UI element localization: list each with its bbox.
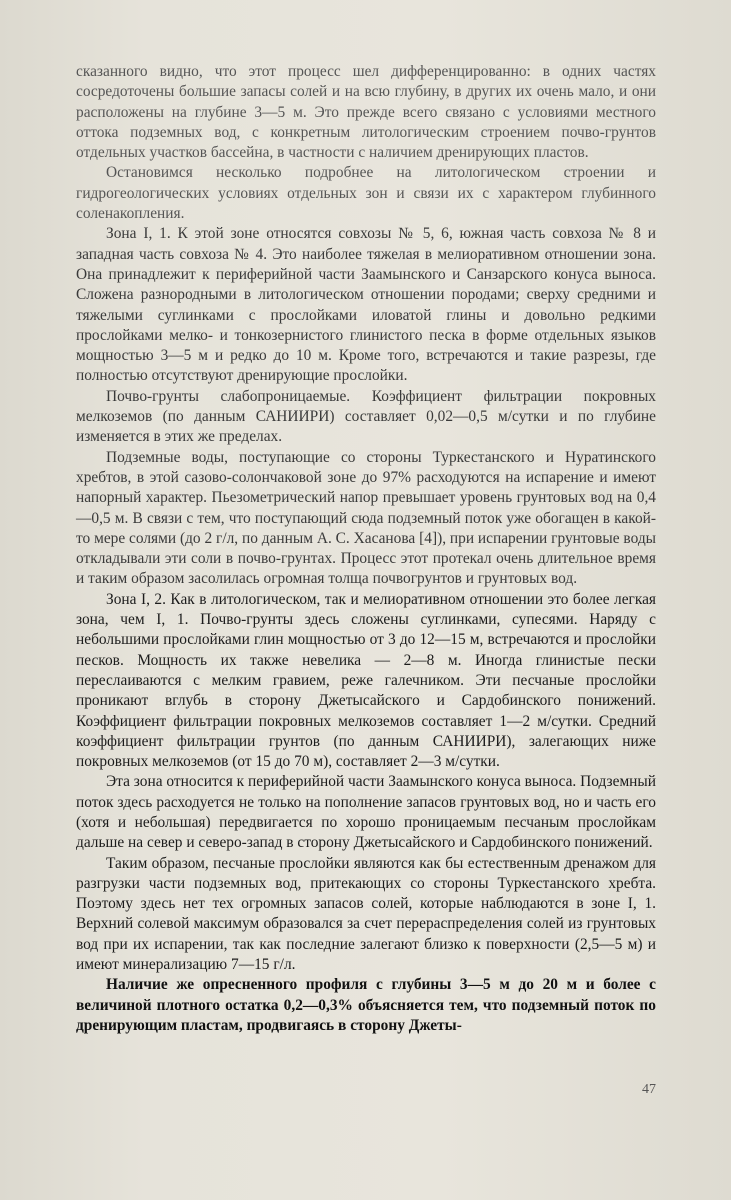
paragraph-4: Почво-грунты слабопроницаемые. Коэффициент фильтрации покровных мелкоземов (по данным САНИИРИ) составляет 0,02—0,5 м/сутки и по глубине изменяется в этих же пределах. — [76, 387, 656, 446]
paragraph-8: Таким образом, песчаные прослойки являются как бы естественным дренажом для разгрузки части подземных вод, притекающих со стороны Туркестанского хребта. Поэтому здесь нет тех огромных запасов солей, которые наблюдаются в зоне I, 1. Верхний солевой максимум образовался за счет перераспределения солей из грунтовых вод при их испарении, так как последние залегают близко к поверхности (2,5—5 м) и имеют минерализацию 7—15 г/л. — [76, 854, 656, 974]
paragraph-zone-1-2: Зона I, 2. Как в литологическом, так и мелиоративном отношении это более легкая зона, чем I, 1. Почво-грунты здесь сложены суглинками, супесями. Наряду с небольшими прослойками глин мощностью от 3 до 12—15 м, встречаются и прослойки песков. Мощность их также невелика — 2—8 м. Иногда глинистые пески переслаиваются с мелким гравием, реже галечником. Эти песчаные прослойки проникают вглубь в сторону Джетысайского и Сардобинского понижений. Коэффициент фильтрации покровных мелкоземов составляет 1—2 м/сутки. Средний коэффициент фильтрации грунтов (по данным САНИИРИ), залегающих ниже покровных мелкоземов (от 15 до 70 м), составляет 2—3 м/сутки. — [76, 590, 656, 771]
paragraph-5: Подземные воды, поступающие со стороны Туркестанского и Нуратинского хребтов, в этой сазово-солончаковой зоне до 97% расходуются на испарение и имеют напорный характер. Пьезометрический напор превышает уровень грунтовых вод на 0,4—0,5 м. В связи с тем, что поступающий сюда подземный поток уже обогащен в какой-то мере солями (до 2 г/л, по данным А. С. Хасанова [4]), при испарении грунтовые воды откладывали эти соли в почво-грунтах. Процесс этот протекал очень длительное время и таким образом засолилась огромная толща почвогрунтов и грунтовых вод. — [76, 448, 656, 588]
paragraph-1: сказанного видно, что этот процесс шел дифференцированно: в одних частях сосредоточены большие запасы солей и на всю глубину, в других их очень мало, и они расположены на глубине 3—5 м. Это прежде всего связано с условиями местного оттока подземных вод, с конкретным литологическим строением почво-грунтов отдельных участков бассейна, в частности с наличием дренирующих пластов. — [76, 63, 656, 162]
paragraph-2: Остановимся несколько подробнее на литологическом строении и гидрогеологических условиях отдельных зон и связи их с характером глубинного соленакопления. — [76, 164, 656, 223]
body-text — [76, 62, 656, 1036]
page-number: 47 — [642, 1082, 656, 1097]
paragraph-zone-1-1: Зона I, 1. К этой зоне относятся совхозы № 5, 6, южная часть совхоза № 8 и западная часть совхоза № 4. Это наиболее тяжелая в мелиоративном отношении зона. Она принадлежит к периферийной части Заамынского и Санзарского конуса выноса. Сложена разнородными в литологическом отношении породами; сверху средними и тяжелыми суглинками с прослойками иловатой глины и довольно редкими прослойками мелко- и тонкозернистого глинистого песка в форме отдельных языков мощностью 3—5 м и редко до 10 м. Кроме того, встречаются и такие разрезы, где полностью отсутствуют дренирующие прослойки. — [76, 225, 656, 385]
paragraph-9: Наличие же опресненного профиля с глубины 3—5 м до 20 м и более с величиной плотного остатка 0,2—0,3% объясняется тем, что подземный поток по дренирующим пластам, продвигаясь в сторону Джеты- — [76, 976, 656, 1034]
paragraph-7: Эта зона относится к периферийной части Заамынского конуса выноса. Подземный поток здесь расходуется не только на пополнение запасов грунтовых вод, но и часть его (хотя и небольшая) передвигается по хорошо проницаемым песчаным прослойкам дальше на север и северо-запад в сторону Джетысайского и Сардобинского понижений. — [76, 773, 656, 852]
